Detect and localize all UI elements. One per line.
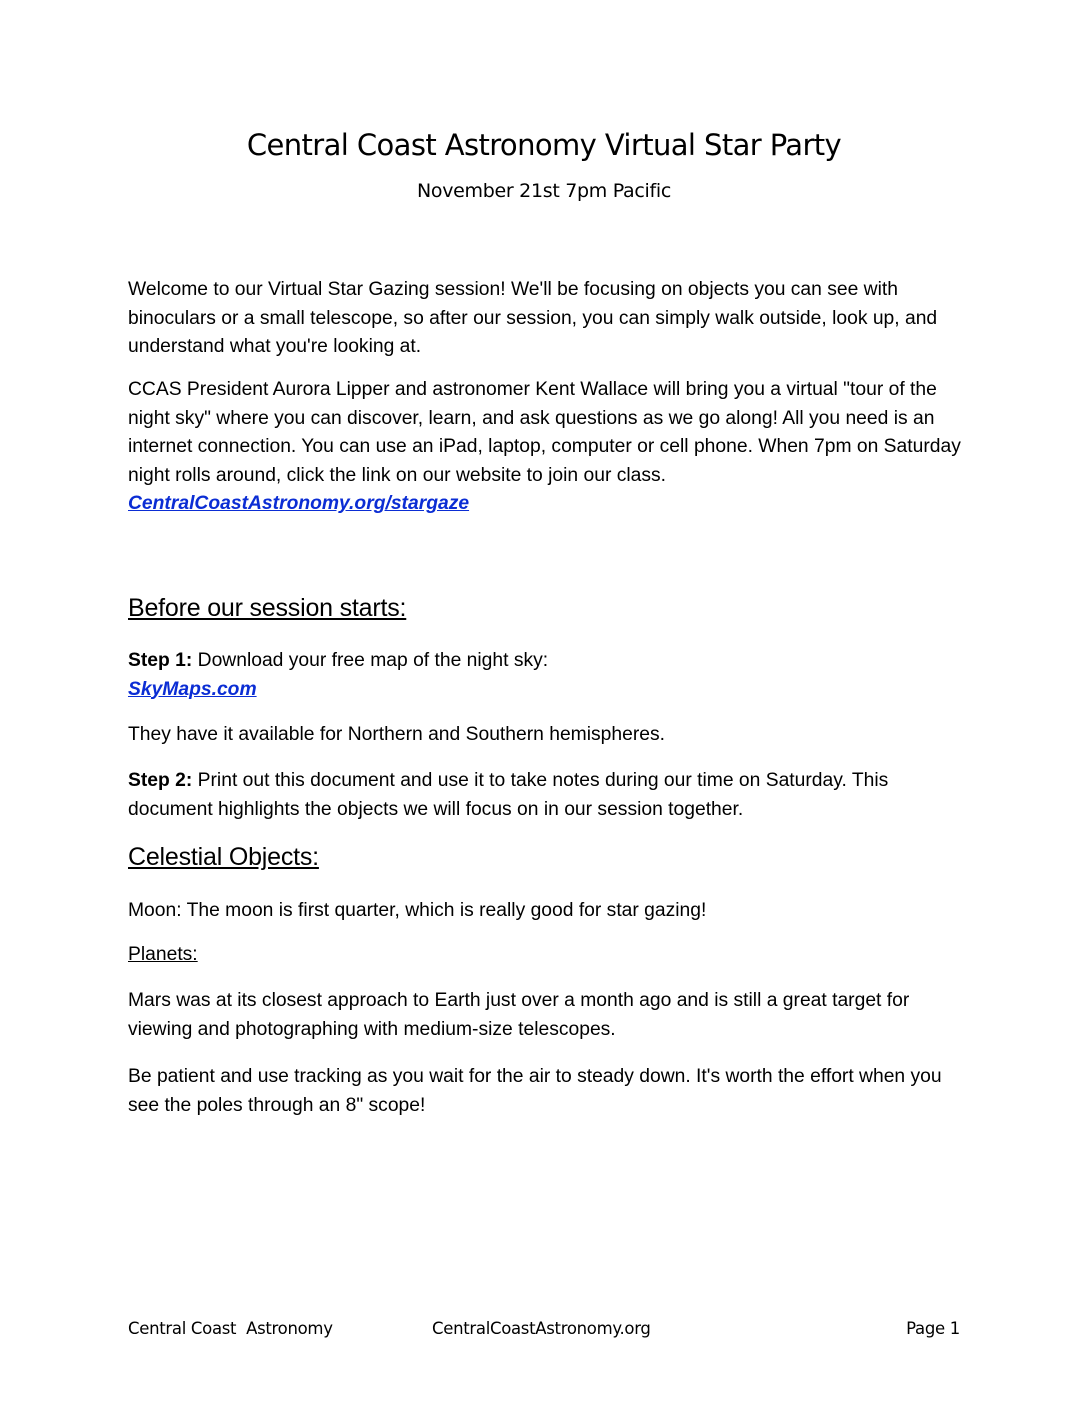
- before-session-heading: Before our session starts:: [128, 594, 407, 622]
- footer-page-number: Page 1: [906, 1319, 960, 1338]
- moon-paragraph: Moon: The moon is first quarter, which is really good for star gazing!: [128, 900, 707, 921]
- document-subtitle: November 21st 7pm Pacific: [416, 180, 672, 202]
- skymaps-link[interactable]: SkyMaps.com: [128, 678, 257, 700]
- planets-label: Planets:: [128, 944, 198, 965]
- mars-paragraph: Mars was at its closest approach to Earth just over a month ago and is still a great target for viewing and photographing with medium-size telescopes.: [128, 990, 910, 1040]
- celestial-objects-heading: Celestial Objects:: [128, 843, 319, 871]
- step2-label: Step 2:: [128, 770, 193, 791]
- hemispheres-paragraph: They have it available for Northern and Southern hemispheres.: [128, 724, 665, 745]
- ccas-paragraph-text: CCAS President Aurora Lipper and astronomer Kent Wallace will bring you a virtual "tour of the night sky" where you can discover, learn, and ask questions as we go along! All you need is an internet connection. You can use an iPad, laptop, computer or cell phone. When 7pm on Saturday night rolls around, click the link on our website to join our class.: [128, 379, 961, 486]
- document-title: Central Coast Astronomy Virtual Star Party: [246, 128, 842, 162]
- step2-text: Print out this document and use it to take notes during our time on Saturday. This document highlights the objects we will focus on in our session together.: [128, 770, 889, 820]
- step1-paragraph: [128, 647, 978, 704]
- footer-website: CentralCoastAstronomy.org: [432, 1319, 651, 1338]
- patience-paragraph: Be patient and use tracking as you wait for the air to steady down. It's worth the effort when you see the poles through an 8" scope!: [128, 1066, 942, 1116]
- stargaze-link[interactable]: CentralCoastAstronomy.org/stargaze: [128, 493, 470, 514]
- footer-organization: Central Coast Astronomy: [128, 1319, 333, 1338]
- welcome-paragraph: Welcome to our Virtual Star Gazing session! We'll be focusing on objects you can see with binoculars or a small telescope, so after our session, you can simply walk outside, look up, and understand what you're looking at.: [128, 279, 938, 357]
- step1-label: Step 1:: [128, 650, 193, 671]
- step1-text: Download your free map of the night sky:: [192, 650, 549, 671]
- ccas-paragraph: [128, 376, 978, 519]
- step2-paragraph: [128, 767, 978, 824]
